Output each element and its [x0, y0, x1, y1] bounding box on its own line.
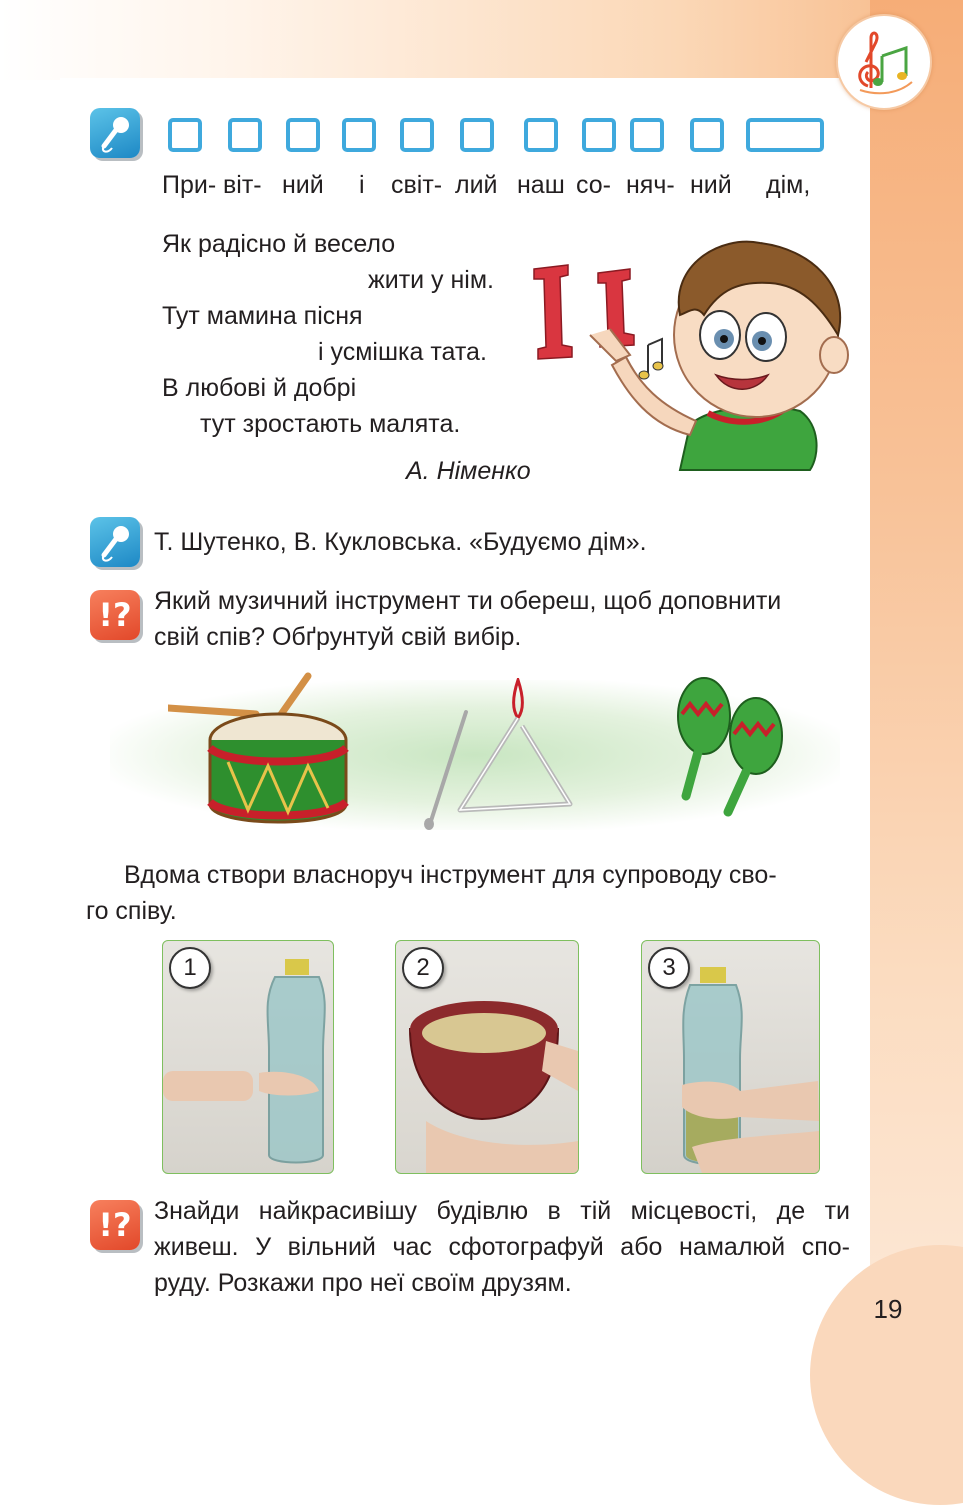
- poem-author: А. Німенко: [406, 457, 531, 485]
- step-number: 2: [402, 947, 444, 989]
- microphone-icon: [90, 108, 140, 158]
- syllable: дім,: [766, 171, 811, 199]
- question1-line: Який музичний інструмент ти обереш, щоб доповнити: [154, 587, 782, 615]
- poem-line: тут зростають малята.: [200, 410, 461, 438]
- right-decor-band: [870, 0, 963, 1394]
- photo-step-3: [641, 940, 820, 1174]
- task-line: го співу.: [86, 897, 177, 925]
- syllable: і: [359, 171, 365, 199]
- syllable: віт-: [223, 171, 262, 199]
- photo-step-2: [395, 940, 579, 1174]
- syllable: наш: [517, 171, 565, 199]
- poem-line: і усмішка тата.: [318, 338, 487, 366]
- rhythm-box: [168, 118, 202, 152]
- rhythm-box: [228, 118, 262, 152]
- rhythm-box: [524, 118, 558, 152]
- rhythm-box-long: [746, 118, 824, 152]
- photo-step-1: [162, 940, 334, 1174]
- music-notes-icon: [836, 14, 932, 110]
- page-number: 19: [873, 1294, 903, 1324]
- rhythm-box: [630, 118, 664, 152]
- rhythm-box: [460, 118, 494, 152]
- question-icon: !?: [90, 1200, 140, 1250]
- syllable: ний: [690, 171, 732, 199]
- step-number: 1: [169, 947, 211, 989]
- syllable: світ-: [391, 171, 443, 199]
- boy-illustration: [520, 225, 860, 475]
- syllable: ний: [282, 171, 324, 199]
- poem-line: Тут мамина пісня: [162, 302, 363, 330]
- song-reference: Т. Шутенко, В. Кукловська. «Будуємо дім».: [154, 528, 647, 556]
- question1-line: свій спів? Обґрунтуй свій вибір.: [154, 623, 522, 651]
- task-line: Вдома створи власноруч інструмент для супроводу сво-: [124, 861, 777, 889]
- question-icon: !?: [90, 590, 140, 640]
- rhythm-box: [582, 118, 616, 152]
- drum-image: [168, 668, 358, 838]
- rhythm-box: [342, 118, 376, 152]
- rhythm-box: [286, 118, 320, 152]
- maracas-image: [668, 674, 798, 824]
- syllable: няч-: [626, 171, 675, 199]
- syllable: При-: [162, 171, 217, 199]
- syllable: со-: [576, 171, 612, 199]
- question2-line: живеш. У вільний час сфотографуй або намалюй спо-: [154, 1233, 850, 1261]
- rhythm-box: [400, 118, 434, 152]
- question2-line: руду. Розкажи про неї своїм друзям.: [154, 1269, 572, 1297]
- rhythm-box: [690, 118, 724, 152]
- top-decor-band: [0, 0, 963, 80]
- triangle-image: [420, 678, 580, 838]
- microphone-icon: [90, 517, 140, 567]
- syllable: лий: [455, 171, 498, 199]
- step-number: 3: [648, 947, 690, 989]
- poem-line: В любові й добрі: [162, 374, 357, 402]
- poem-line: Як радісно й весело: [162, 230, 396, 258]
- poem-line: жити у нім.: [368, 266, 494, 294]
- question2-line: Знайди найкрасивішу будівлю в тій місцевості, де ти: [154, 1197, 850, 1225]
